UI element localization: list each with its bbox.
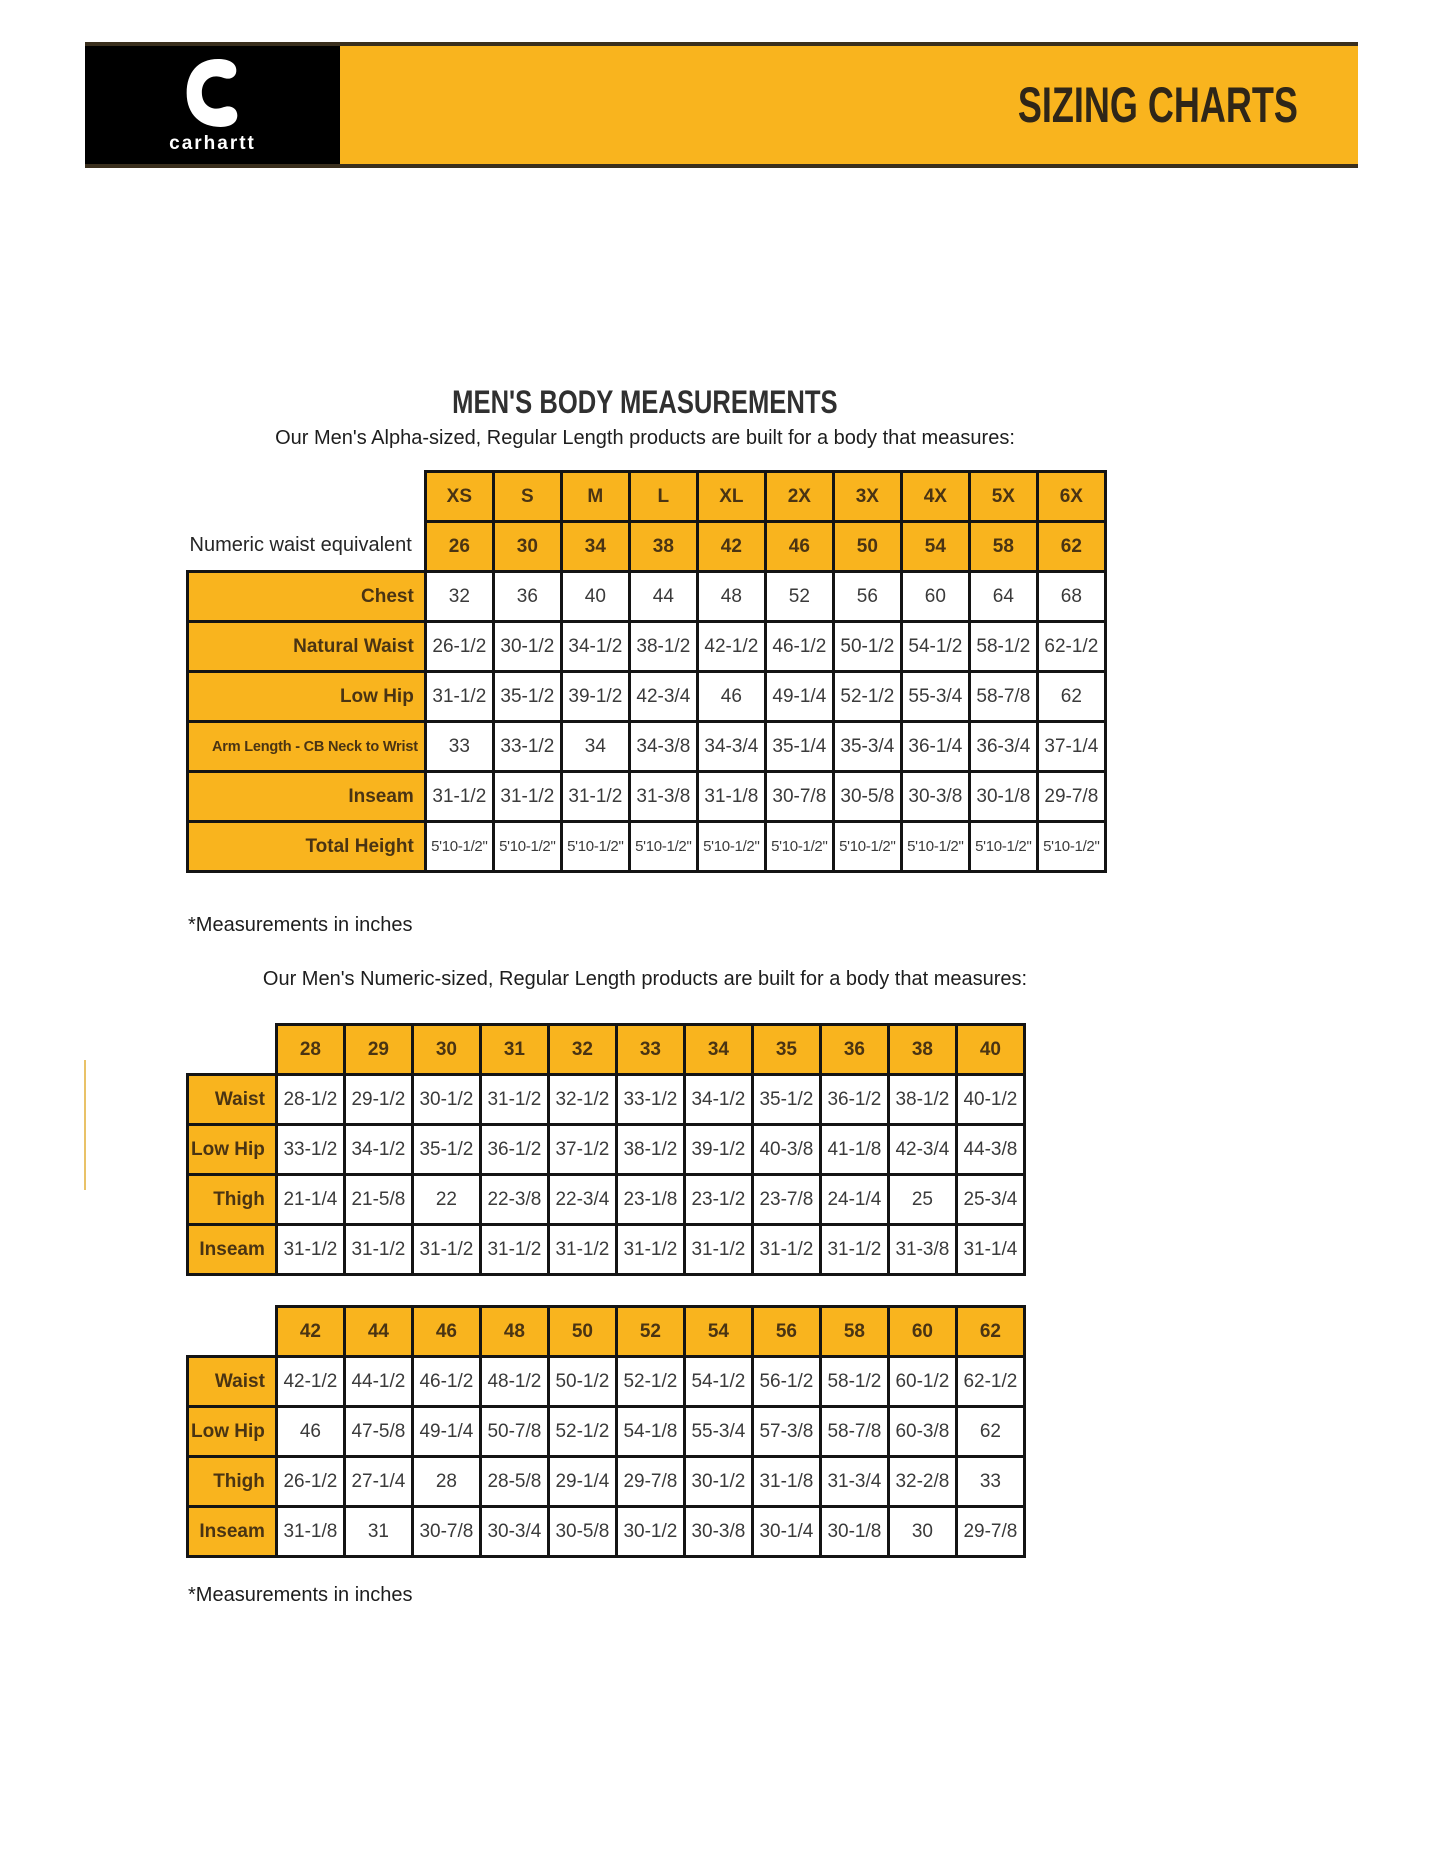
measurement-row-label: Low Hip [188, 1407, 277, 1457]
numeric-waist-equivalent-label: Numeric waist equivalent [189, 534, 412, 557]
measurement-value-cell: 52-1/2 [833, 672, 901, 722]
numeric-size-header-cell: 58 [820, 1307, 888, 1357]
numeric-waist-cell: 30 [493, 522, 561, 572]
measurement-value-cell: 62 [956, 1407, 1024, 1457]
measurement-value-cell: 40-3/8 [752, 1125, 820, 1175]
measurement-value-cell: 5'10-1/2" [425, 822, 493, 872]
measurement-value-cell: 31-1/2 [344, 1225, 412, 1275]
measurement-value-cell: 46 [697, 672, 765, 722]
measurement-value-cell: 44-3/8 [956, 1125, 1024, 1175]
numeric-size-header-cell: 35 [752, 1025, 820, 1075]
numeric-size-header-cell: 62 [956, 1307, 1024, 1357]
alpha-footnote: *Measurements in inches [188, 914, 413, 936]
corner-cell [188, 1025, 277, 1075]
measurement-row-label: Inseam [188, 772, 426, 822]
measurement-value-cell: 40 [561, 572, 629, 622]
measurement-value-cell: 26-1/2 [276, 1457, 344, 1507]
numeric-waist-cell: 62 [1037, 522, 1105, 572]
measurement-value-cell: 58-1/2 [969, 622, 1037, 672]
measurement-value-cell: 31-1/2 [276, 1225, 344, 1275]
alpha-size-header-cell: 5X [969, 472, 1037, 522]
numeric-size-header-cell: 52 [616, 1307, 684, 1357]
measurement-row-label: Inseam [188, 1225, 277, 1275]
numeric-waist-cell: 38 [629, 522, 697, 572]
measurement-value-cell: 29-1/2 [344, 1075, 412, 1125]
alpha-size-header-cell: 3X [833, 472, 901, 522]
corner-cell [188, 472, 426, 522]
measurement-value-cell: 42-1/2 [697, 622, 765, 672]
measurement-value-cell: 31-3/8 [629, 772, 697, 822]
measurement-value-cell: 31-1/8 [752, 1457, 820, 1507]
measurement-value-cell: 22-3/4 [548, 1175, 616, 1225]
measurement-value-cell: 33 [425, 722, 493, 772]
numeric-size-header-cell: 38 [888, 1025, 956, 1075]
numeric-size-header-cell: 33 [616, 1025, 684, 1075]
carhartt-c-icon [182, 55, 244, 131]
measurement-value-cell: 62-1/2 [1037, 622, 1105, 672]
measurement-value-cell: 39-1/2 [684, 1125, 752, 1175]
measurement-value-cell: 5'10-1/2" [561, 822, 629, 872]
measurement-value-cell: 31-1/8 [276, 1507, 344, 1557]
numeric-size-table-2 [186, 1305, 1026, 1558]
alpha-size-table [186, 470, 1107, 873]
measurement-value-cell: 41-1/8 [820, 1125, 888, 1175]
page-header-title: SIZING CHARTS [1017, 77, 1298, 133]
measurement-value-cell: 39-1/2 [561, 672, 629, 722]
numeric-waist-cell: 54 [901, 522, 969, 572]
measurement-value-cell: 25-3/4 [956, 1175, 1024, 1225]
measurement-value-cell: 31-1/2 [684, 1225, 752, 1275]
measurement-value-cell: 31-1/2 [480, 1075, 548, 1125]
measurement-row-label: Chest [188, 572, 426, 622]
measurement-value-cell: 31-1/2 [493, 772, 561, 822]
numeric-waist-cell: 26 [425, 522, 493, 572]
measurement-value-cell: 29-7/8 [616, 1457, 684, 1507]
measurement-value-cell: 58-7/8 [969, 672, 1037, 722]
measurement-value-cell: 21-1/4 [276, 1175, 344, 1225]
measurement-value-cell: 29-1/4 [548, 1457, 616, 1507]
numeric-size-header-cell: 31 [480, 1025, 548, 1075]
measurement-row-label: Inseam [188, 1507, 277, 1557]
measurement-value-cell: 52 [765, 572, 833, 622]
measurement-value-cell: 44 [629, 572, 697, 622]
measurement-value-cell: 21-5/8 [344, 1175, 412, 1225]
measurement-value-cell: 31-1/2 [561, 772, 629, 822]
measurement-value-cell: 5'10-1/2" [493, 822, 561, 872]
measurement-row-label: Waist [188, 1357, 277, 1407]
measurement-value-cell: 33-1/2 [493, 722, 561, 772]
alpha-size-header-cell: 6X [1037, 472, 1105, 522]
header-title-area [340, 46, 1358, 164]
measurement-value-cell: 49-1/4 [765, 672, 833, 722]
measurement-value-cell: 31-1/2 [425, 672, 493, 722]
measurement-value-cell: 34-3/8 [629, 722, 697, 772]
measurement-value-cell: 24-1/4 [820, 1175, 888, 1225]
measurement-value-cell: 46 [276, 1407, 344, 1457]
alpha-size-header-cell: S [493, 472, 561, 522]
measurement-value-cell: 32-1/2 [548, 1075, 616, 1125]
measurement-value-cell: 30-3/8 [684, 1507, 752, 1557]
alpha-size-header-cell: XL [697, 472, 765, 522]
measurement-value-cell: 46-1/2 [765, 622, 833, 672]
measurement-value-cell: 35-1/2 [412, 1125, 480, 1175]
measurement-value-cell: 22 [412, 1175, 480, 1225]
measurement-value-cell: 36-3/4 [969, 722, 1037, 772]
brand-wordmark: carhartt [169, 133, 256, 154]
measurement-value-cell: 28-5/8 [480, 1457, 548, 1507]
measurement-value-cell: 27-1/4 [344, 1457, 412, 1507]
measurement-value-cell: 64 [969, 572, 1037, 622]
alpha-size-table-body [188, 472, 1106, 872]
measurement-value-cell: 38-1/2 [616, 1125, 684, 1175]
measurement-value-cell: 31-1/8 [697, 772, 765, 822]
measurement-value-cell: 38-1/2 [629, 622, 697, 672]
measurement-value-cell: 55-3/4 [684, 1407, 752, 1457]
measurement-value-cell: 5'10-1/2" [901, 822, 969, 872]
measurement-value-cell: 28-1/2 [276, 1075, 344, 1125]
measurement-value-cell: 31-1/2 [480, 1225, 548, 1275]
measurement-value-cell: 30-3/8 [901, 772, 969, 822]
measurement-value-cell: 55-3/4 [901, 672, 969, 722]
measurement-value-cell: 56-1/2 [752, 1357, 820, 1407]
measurement-row-label: Thigh [188, 1175, 277, 1225]
measurement-value-cell: 35-1/2 [493, 672, 561, 722]
measurement-value-cell: 29-7/8 [1037, 772, 1105, 822]
numeric-size-table-1-body [188, 1025, 1025, 1275]
measurement-value-cell: 30-7/8 [765, 772, 833, 822]
numeric-size-table-2-body [188, 1307, 1025, 1557]
measurement-value-cell: 56 [833, 572, 901, 622]
measurement-value-cell: 60-3/8 [888, 1407, 956, 1457]
measurement-row-label: Low Hip [188, 1125, 277, 1175]
measurement-value-cell: 36-1/2 [480, 1125, 548, 1175]
measurement-value-cell: 30-1/2 [493, 622, 561, 672]
measurement-value-cell: 30-1/2 [412, 1075, 480, 1125]
measurement-value-cell: 31-1/2 [548, 1225, 616, 1275]
measurement-value-cell: 31-1/2 [616, 1225, 684, 1275]
alpha-intro-text: Our Men's Alpha-sized, Regular Length products are built for a body that measures: [275, 427, 1015, 449]
measurement-value-cell: 34-1/2 [684, 1075, 752, 1125]
numeric-size-header-cell: 40 [956, 1025, 1024, 1075]
measurement-value-cell: 5'10-1/2" [697, 822, 765, 872]
measurement-value-cell: 62 [1037, 672, 1105, 722]
measurement-value-cell: 33 [956, 1457, 1024, 1507]
measurement-value-cell: 31-1/2 [412, 1225, 480, 1275]
measurement-value-cell: 22-3/8 [480, 1175, 548, 1225]
measurement-row-label: Waist [188, 1075, 277, 1125]
numeric-size-header-cell: 46 [412, 1307, 480, 1357]
measurement-value-cell: 23-7/8 [752, 1175, 820, 1225]
measurement-value-cell: 36-1/2 [820, 1075, 888, 1125]
numeric-size-header-cell: 48 [480, 1307, 548, 1357]
measurement-value-cell: 30-5/8 [833, 772, 901, 822]
measurement-value-cell: 29-7/8 [956, 1507, 1024, 1557]
measurement-value-cell: 5'10-1/2" [1037, 822, 1105, 872]
alpha-size-header-cell: L [629, 472, 697, 522]
measurement-value-cell: 42-1/2 [276, 1357, 344, 1407]
measurement-value-cell: 52-1/2 [616, 1357, 684, 1407]
numeric-waist-cell: 34 [561, 522, 629, 572]
measurement-value-cell: 48 [697, 572, 765, 622]
alpha-size-header-cell: M [561, 472, 629, 522]
measurement-value-cell: 26-1/2 [425, 622, 493, 672]
measurement-value-cell: 31-1/2 [425, 772, 493, 822]
measurement-value-cell: 37-1/4 [1037, 722, 1105, 772]
measurement-value-cell: 5'10-1/2" [833, 822, 901, 872]
measurement-value-cell: 60 [901, 572, 969, 622]
measurement-value-cell: 50-1/2 [548, 1357, 616, 1407]
measurement-value-cell: 34 [561, 722, 629, 772]
numeric-size-header-cell: 42 [276, 1307, 344, 1357]
measurement-value-cell: 58-1/2 [820, 1357, 888, 1407]
numeric-size-header-cell: 50 [548, 1307, 616, 1357]
alpha-size-header-cell: 2X [765, 472, 833, 522]
measurement-value-cell: 58-7/8 [820, 1407, 888, 1457]
measurement-value-cell: 62-1/2 [956, 1357, 1024, 1407]
numeric-waist-cell: 50 [833, 522, 901, 572]
measurement-value-cell: 42-3/4 [888, 1125, 956, 1175]
measurement-value-cell: 44-1/2 [344, 1357, 412, 1407]
numeric-waist-cell: 58 [969, 522, 1037, 572]
measurement-value-cell: 31-1/4 [956, 1225, 1024, 1275]
measurement-value-cell: 47-5/8 [344, 1407, 412, 1457]
measurement-value-cell: 30-1/4 [752, 1507, 820, 1557]
measurement-value-cell: 40-1/2 [956, 1075, 1024, 1125]
measurement-value-cell: 5'10-1/2" [765, 822, 833, 872]
section-title: MEN'S BODY MEASUREMENTS [452, 384, 838, 420]
numeric-size-header-cell: 29 [344, 1025, 412, 1075]
numeric-size-header-cell: 30 [412, 1025, 480, 1075]
measurement-value-cell: 34-1/2 [344, 1125, 412, 1175]
numeric-size-header-cell: 60 [888, 1307, 956, 1357]
measurement-value-cell: 42-3/4 [629, 672, 697, 722]
measurement-value-cell: 23-1/2 [684, 1175, 752, 1225]
numeric-size-header-cell: 34 [684, 1025, 752, 1075]
numeric-size-header-cell: 28 [276, 1025, 344, 1075]
numeric-size-table-1 [186, 1023, 1026, 1276]
numeric-size-header-cell: 56 [752, 1307, 820, 1357]
measurement-row-label: Arm Length - CB Neck to Wrist [188, 722, 426, 772]
measurement-value-cell: 46-1/2 [412, 1357, 480, 1407]
measurement-value-cell: 36 [493, 572, 561, 622]
measurement-value-cell: 49-1/4 [412, 1407, 480, 1457]
measurement-value-cell: 31-1/2 [752, 1225, 820, 1275]
measurement-value-cell: 30-1/8 [969, 772, 1037, 822]
measurement-value-cell: 60-1/2 [888, 1357, 956, 1407]
numeric-waist-cell: 42 [697, 522, 765, 572]
measurement-value-cell: 30-7/8 [412, 1507, 480, 1557]
measurement-value-cell: 37-1/2 [548, 1125, 616, 1175]
numeric-size-header-cell: 36 [820, 1025, 888, 1075]
alpha-size-header-cell: XS [425, 472, 493, 522]
measurement-value-cell: 31 [344, 1507, 412, 1557]
measurement-value-cell: 68 [1037, 572, 1105, 622]
measurement-value-cell: 31-1/2 [820, 1225, 888, 1275]
numeric-footnote: *Measurements in inches [188, 1584, 413, 1606]
measurement-value-cell: 54-1/8 [616, 1407, 684, 1457]
left-margin-accent-line [84, 1060, 86, 1190]
measurement-value-cell: 28 [412, 1457, 480, 1507]
measurement-row-label: Total Height [188, 822, 426, 872]
measurement-value-cell: 31-3/4 [820, 1457, 888, 1507]
measurement-value-cell: 35-1/4 [765, 722, 833, 772]
corner-cell [188, 1307, 277, 1357]
measurement-value-cell: 30-5/8 [548, 1507, 616, 1557]
measurement-value-cell: 48-1/2 [480, 1357, 548, 1407]
measurement-value-cell: 52-1/2 [548, 1407, 616, 1457]
measurement-value-cell: 38-1/2 [888, 1075, 956, 1125]
alpha-size-header-cell: 4X [901, 472, 969, 522]
measurement-value-cell: 33-1/2 [616, 1075, 684, 1125]
measurement-value-cell: 30 [888, 1507, 956, 1557]
measurement-value-cell: 32-2/8 [888, 1457, 956, 1507]
measurement-row-label: Low Hip [188, 672, 426, 722]
measurement-row-label: Natural Waist [188, 622, 426, 672]
numeric-intro-text: Our Men's Numeric-sized, Regular Length products are built for a body that measures: [262, 968, 1028, 990]
carhartt-logo [85, 46, 340, 164]
measurement-value-cell: 35-3/4 [833, 722, 901, 772]
measurement-value-cell: 50-1/2 [833, 622, 901, 672]
numeric-size-header-cell: 54 [684, 1307, 752, 1357]
measurement-value-cell: 57-3/8 [752, 1407, 820, 1457]
header-bar [85, 42, 1358, 168]
measurement-value-cell: 30-1/8 [820, 1507, 888, 1557]
measurement-value-cell: 5'10-1/2" [969, 822, 1037, 872]
numeric-waist-cell: 46 [765, 522, 833, 572]
measurement-value-cell: 32 [425, 572, 493, 622]
measurement-value-cell: 33-1/2 [276, 1125, 344, 1175]
measurement-value-cell: 54-1/2 [684, 1357, 752, 1407]
measurement-value-cell: 5'10-1/2" [629, 822, 697, 872]
numeric-size-header-cell: 32 [548, 1025, 616, 1075]
measurement-value-cell: 30-3/4 [480, 1507, 548, 1557]
measurement-value-cell: 35-1/2 [752, 1075, 820, 1125]
measurement-value-cell: 23-1/8 [616, 1175, 684, 1225]
measurement-value-cell: 34-3/4 [697, 722, 765, 772]
measurement-value-cell: 54-1/2 [901, 622, 969, 672]
measurement-value-cell: 34-1/2 [561, 622, 629, 672]
measurement-row-label: Thigh [188, 1457, 277, 1507]
measurement-value-cell: 30-1/2 [616, 1507, 684, 1557]
measurement-value-cell: 50-7/8 [480, 1407, 548, 1457]
measurement-value-cell: 30-1/2 [684, 1457, 752, 1507]
measurement-value-cell: 25 [888, 1175, 956, 1225]
measurement-value-cell: 36-1/4 [901, 722, 969, 772]
numeric-size-header-cell: 44 [344, 1307, 412, 1357]
measurement-value-cell: 31-3/8 [888, 1225, 956, 1275]
